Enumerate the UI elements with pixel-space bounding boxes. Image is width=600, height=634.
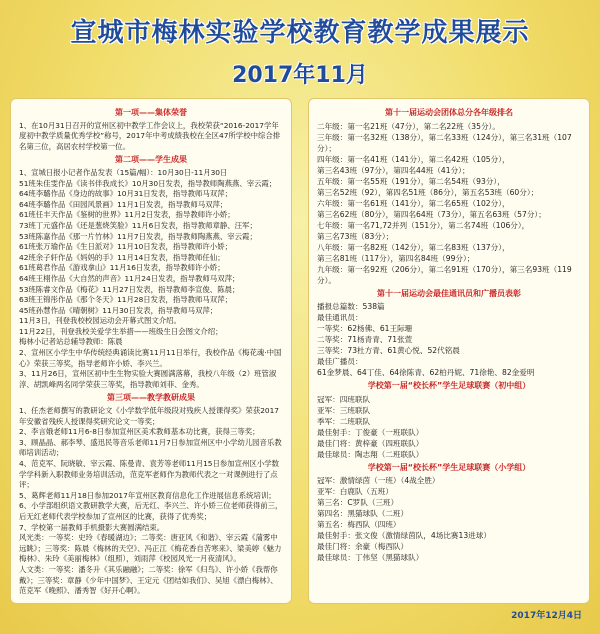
section-heading-sports-ranking: 第十一届运动会团体总分各年级排名 xyxy=(385,108,513,117)
text-line: 第五名：梅西队（四班） xyxy=(317,520,401,530)
text-line: 九年级：第一名92班（206分），第二名91班（170分），第三名93班（119分）。 xyxy=(317,264,572,285)
text-line: 4、范克军、阮晓敏、宰云霞、陈曼青、袁芳等老师11月15日参加宣州区小学数学学科新入职教师业务培训活动，范克军老师作为教师代表之一对课例进行了点评； xyxy=(19,459,280,490)
section-heading-football-primary: 学校第一届“校长杯”学生足球联赛（小学组） xyxy=(367,462,531,472)
page-title: 宣城市梅林实验学校教育教学成果展示 xyxy=(70,18,530,48)
text-line: 42班余子轩作品《妈妈的手》11月14日发表，指导教师任仙； xyxy=(19,252,225,262)
text-line: 一等奖：62杨佛、61王际珊 xyxy=(317,324,413,334)
text-line: 二年级：第一名21班（47分），第二名22班（35分）。 xyxy=(317,121,500,131)
text-line: 五年级：第一名55班（191分），第二名54班（93分）， xyxy=(317,176,505,186)
section-heading-collective-honors: 第一项——集体荣誉 xyxy=(115,108,187,117)
text-line: 2、李言娥老师11月6-8日参加宣州区美术教师基本功比赛，获得三等奖； xyxy=(19,427,260,437)
text-line: 63班王锦彤作品《那个冬天》11月28日发表，指导教师马双萍； xyxy=(19,295,232,305)
text-line: 第三名73班（83分）； xyxy=(317,231,394,241)
text-line: 5、葛辉老师11月18日参加2017年宣州区教育信息化工作进展信息系统培训； xyxy=(19,490,276,500)
section-heading-football-middle: 学校第一届“校长杯”学生足球联赛（初中组） xyxy=(367,381,531,391)
text-line: 1、在10月31日召开的宣州区初中教学工作会议上，我校荣获“2016-2017学年度初中教学质量优秀学校”称号，2017年中考成绩我校在全区47所学校中综合排名第三位，高居农村学校第一位。 xyxy=(19,120,281,151)
section-teaching-research xyxy=(19,406,283,597)
text-line: 7、学校第一届教师手机摄影大赛圆满结束。 xyxy=(19,522,165,532)
text-line: 三等奖：73杜方青、61黄心悦、52代铭晨 xyxy=(317,346,460,356)
text-line: 6、小学部组织语文教研教学大赛，后无红、李兴兰、许小娇三位老师获得前三，后无红老师代表学校参加了宣州区的比赛，获得了优秀奖； xyxy=(19,501,283,521)
text-line: 最佳门将：余豪（梅西队） xyxy=(317,542,409,552)
text-line: 51班朱佳雯作品《读书伴我成长》10月30日发表，指导教师陶燕燕、宰云霞； xyxy=(19,178,277,188)
text-line: 季军：二班联队 xyxy=(317,416,371,426)
text-line: 53班陈睿文作品《梅花》11月27日发表，指导教师李宣俊、陈晨； xyxy=(19,284,240,294)
text-line: 三年级：第一名32班（138分），第二名33班（124分），第三名31班（107分）； xyxy=(317,132,572,153)
text-line: 61班任丰天作品《鉴树的世界》11月2日发表，指导教师许小娇； xyxy=(19,210,235,220)
text-line: 最佳球员：丁伟坚（黑猫球队） xyxy=(317,553,424,563)
text-line: 亚军：三班联队 xyxy=(317,405,371,415)
text-line: 八年级：第一名82班（142分），第二名83班（137分）， xyxy=(317,242,510,252)
text-line: 3、顾晶晶、郝李琴、盛迅民等音乐老师11月7日参加宣州区中小学幼儿园音乐教师培训活动； xyxy=(19,437,282,458)
text-line: 73班丁元盛作品《还是葱烧笑脸》11月6日发表，指导教师章静、汪军； xyxy=(19,220,257,230)
text-line: 61金梦晨、64丁佳、64徐陈青、62柏丹妮、71徐艳、82金爱明 xyxy=(317,368,535,378)
section-football-primary xyxy=(317,475,581,563)
text-line: 最佳通讯员： xyxy=(317,313,363,323)
section-correspondents xyxy=(317,301,581,378)
page-subtitle: 2017年11月 xyxy=(232,63,368,88)
text-line: 45班孙慧作品《晴朝树》11月30日发表，指导教师马双萍； xyxy=(19,305,218,315)
text-line: 播报总篇数：538篇 xyxy=(317,302,385,312)
text-line: 人文类：一等奖：潘冬升《其乐融融》；二等奖：徐军《归鸟》、许小娇《我帮你戴》；三等奖：章静《少年中国梦》、王定元《团结如我们》、吴旭《漂白梅林》、范克军《晚照》、潘秀智《好开心啊》。 xyxy=(19,564,278,596)
text-line: 第四名：黑猫球队（二班） xyxy=(317,509,409,519)
text-line: 第三名62班（80分），第四名64班（73分），第五名63班（57分）； xyxy=(317,209,546,219)
text-line: 最佳射手：张文俊（激情绿茵队，4场比赛13进球） xyxy=(317,531,491,541)
publish-date: 2017年12月4日 xyxy=(511,611,582,621)
section-student-results xyxy=(19,168,283,390)
text-line: 六年级：第一名61班（141分），第二名65班（102分）， xyxy=(317,198,510,208)
section-collective-honors xyxy=(19,121,283,153)
text-line: 冠军：四班联队 xyxy=(317,394,371,404)
text-line: 最佳射手：丁俊豪（一班联队） xyxy=(317,427,424,437)
text-line: 64班王栩作品《大自然的声音》11月24日发表，指导教师马双萍； xyxy=(19,273,240,283)
text-line: 11月3日，刊登我校校园运动会开幕式图文介绍。 xyxy=(19,316,181,326)
text-line: 64班李璐作品《田园风景画》11月1日发表，指导教师马双萍； xyxy=(19,199,228,209)
text-line: 第三名43班（97分），第四名44班（41分）； xyxy=(317,165,470,175)
text-line: 亚军：白鹿队（五班） xyxy=(317,487,393,497)
text-line: 最佳球员：陶志翔（二班联队） xyxy=(317,449,424,459)
text-line: 1、任杰老师撰写的教研论文《小学数学低年级段对残疾人授课得奖》荣获2017年安徽省残疾人授课得奖研究论文一等奖； xyxy=(19,406,280,426)
text-line: 冠军：激情绿茵（一班）（4战全胜） xyxy=(317,476,440,486)
section-heading-correspondents: 第十一届运动会最佳通讯员和广播员表彰 xyxy=(377,288,521,298)
section-heading-student-results: 第二项——学生成果 xyxy=(115,155,187,165)
text-line: 2、宣州区小学生中华传统经典诵读比赛11月11日举行，我校作品《梅花魂·中国心》荣获三等奖，指导老师许小娇、李兴兰。 xyxy=(19,348,282,368)
text-line: 3、11月26日，宣州区初中生生物实验大赛圆满落幕，我校八年级（2）班管淑淳、胡凯峰两名同学荣获三等奖，指导教师刘菲、金秀。 xyxy=(19,369,277,389)
text-line: 七年级：第一名71,72并列（151分），第二名74班（106分）， xyxy=(317,220,530,230)
text-line: 最佳广播员： xyxy=(317,357,363,367)
text-line: 61班葛君作品《游戏拿山》11月16日发表，指导教师许小娇； xyxy=(19,263,225,273)
text-line: 二等奖：71杨青青、71张萱 xyxy=(317,335,413,345)
section-football-middle xyxy=(317,394,581,460)
right-panel xyxy=(308,98,590,604)
text-line: 第三名52班（92），第四名51班（86分），第五名53班（60分）； xyxy=(317,187,539,197)
left-panel xyxy=(10,98,292,604)
text-line: 梅林小记者站总辅导教师：陈晨 xyxy=(19,337,123,347)
text-line: 53班陈嘉作品《那一片竹林》11月7日发表，指导教师陶燕燕、宰云霞； xyxy=(19,231,257,241)
text-line: 11月22日，刊登我校关爱学生举措——班级生日会图文介绍； xyxy=(19,326,223,336)
text-line: 最佳门将：黄梓豪（四班联队） xyxy=(317,438,424,448)
section-sports-ranking xyxy=(317,121,581,286)
section-heading-teaching-research: 第三项——教学教研成果 xyxy=(107,393,195,403)
text-line: 61班张万瑜作品《生日派对》11月10日发表，指导教师许小娇； xyxy=(19,242,232,252)
text-line: 64班李璐作品《身边的故事》10月31日发表，指导教师马双萍； xyxy=(19,189,232,199)
text-line: 风光类：一等奖：史玲《春暖湖边》；二等奖：唐亚风《和谐》、宰云霞《蒲雾中远眺》；三等奖：陈晨《梅林的天空》、冯正江《梅花香自苦寒来》、梁美婷《魅力梅林》、朱玲《美丽梅林》（组照），刘雨萍《校园风光一月夜清风》。 xyxy=(19,533,282,564)
text-line: 四年级：第一名41班（141分），第二名42班（105分）， xyxy=(317,154,510,164)
text-line: 第三名：C罗队（三班） xyxy=(317,498,399,508)
text-line: 第三名81班（117分），第四名84班（99分）； xyxy=(317,253,475,263)
text-line: 1、宣城日报小记者作品发表（15篇/幅）：10月30日-11月30日 xyxy=(19,167,228,177)
